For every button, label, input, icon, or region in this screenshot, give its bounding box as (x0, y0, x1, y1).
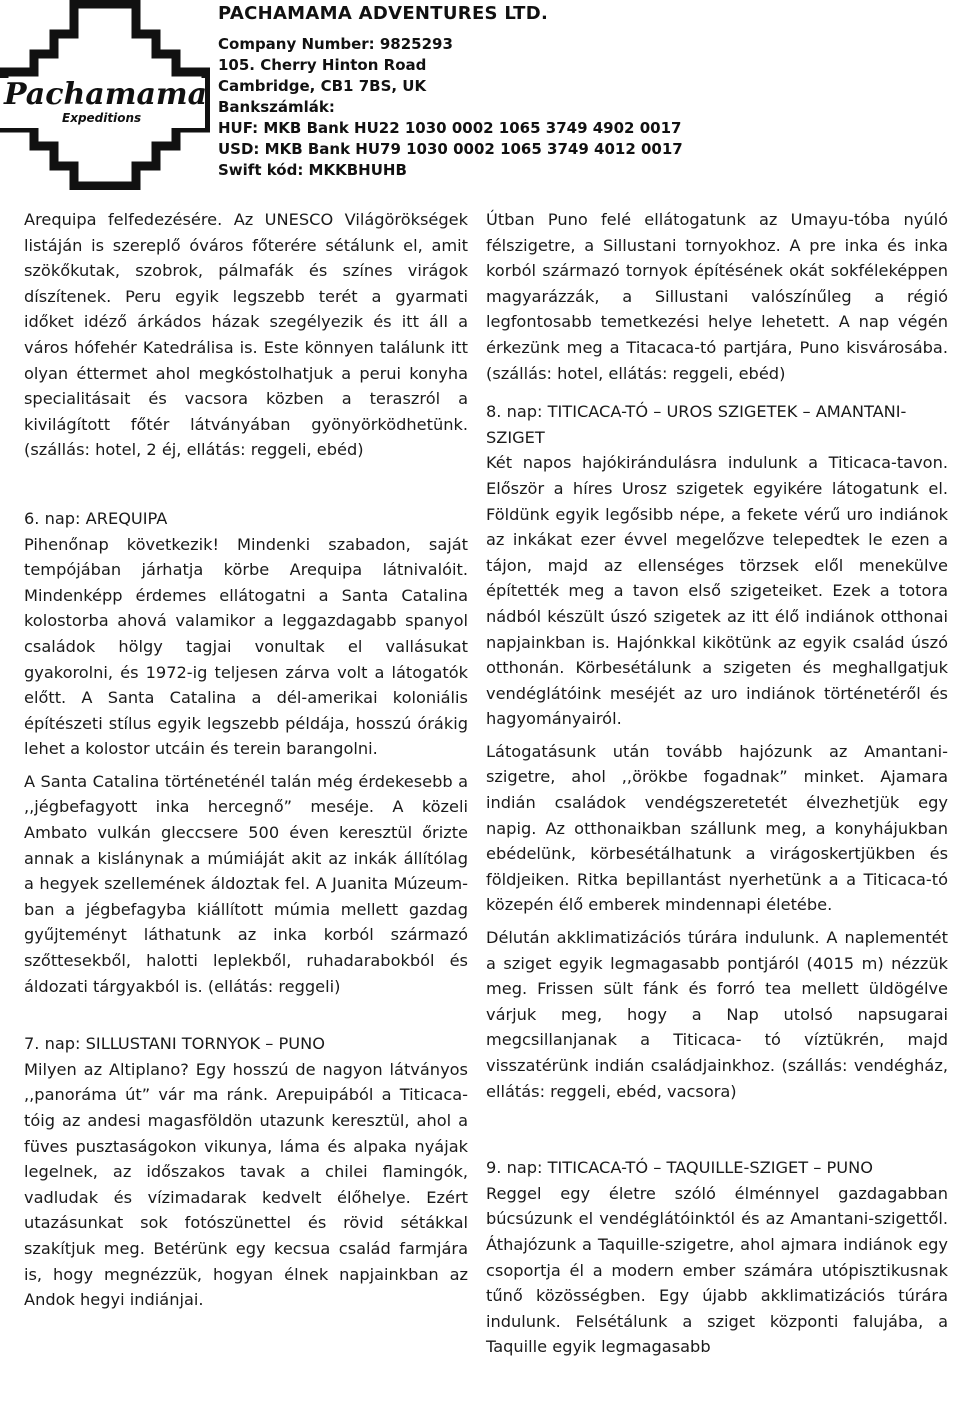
day-6-paragraph-1: Pihenőnap következik! Mindenki szabadon, saját tempójában járhatja körbe Arequipa látnivalóit. Mindenképp érdemes ellátogatni a Santa Catalina kolostorba ahová valamikor a leggazdagabb spanyol családok hölgy tagjai vonultak el vallásukat gyakorolni, és 1972-ig teljesen zárva volt a látogatók előtt. A Santa Catalina a dél-amerikai koloniális építészeti stílus egyik legszebb példája, hosszú órákig lehet a kolostor utcáin és terein barangolni. (24, 534, 468, 759)
logo-text: Pachamama (4, 77, 208, 112)
letterhead (0, 0, 960, 190)
day-8-paragraph-2: Látogatásunk után tovább hajózunk az Amantani-szigetre, ahol ,,örökbe fogadnak” minket. Ajamara indián családok vendégszeretetét élvezhetjük egy napig. Az otthonaikban szállunk meg, a konyhájukban ebédelünk, körbesétálhatunk a virágoskertjükben és földjeiken. Ritka bepillantást nyerhetünk a a Titicaca-tó közepén élő emberek mindennapi életébe. (486, 741, 948, 915)
company-name: PACHAMAMA ADVENTURES LTD. (218, 3, 549, 24)
company-number: Company Number: 9825293 (218, 35, 453, 53)
day-8-paragraph-3: Délután akklimatizációs túrára indulunk. A naplementét a sziget egyik legmagasabb pontjáról (4015 m) nézzük meg. Frissen sült fánk és forró tea mellett üldögélve várjuk meg, hogy a Nap utolsó napsugarai megcsillanjanak a Titicaca- tó víztükrén, majd visszatérünk indián családjainkhoz. (szállás: vendégház, ellátás: reggeli, ebéd, vacsora) (486, 928, 948, 1101)
address-line-2: Cambridge, CB1 7BS, UK (218, 77, 427, 95)
day-8-heading: 8. nap: TITICACA-TÓ – UROS SZIGETEK – AMANTANI-SZIGET (486, 402, 907, 447)
right-column (486, 207, 948, 1360)
swift-code: Swift kód: MKKBHUHB (218, 161, 407, 179)
logo-subtitle: Expeditions (62, 111, 142, 125)
day-6-paragraph-2: A Santa Catalina történeténél talán még érdekesebb a ,,jégbefagyott inka hercegnő” meséje. A közeli Ambato vulkán gleccsere 500 éven keresztül őrizte annak a kislánynak a múmiáját akit az inkák állítólag a hegyek szellemének áldoztak fel. A Juanita Múzeum-ban a jégbefagyba kiállított múmia mellett gazdag gyűjteményt láthatunk az inka korból származó szőttesekből, halotti leplekből, ruhadarabokból és áldozati tárgyakból is. (ellátás: reggeli) (24, 771, 468, 996)
day-8-paragraph-1: Két napos hajókirándulásra indulunk a Titicaca-tavon. Először a híres Urosz szigetek egyikére látogatunk el. Földünk egyik legősibb népe, a fekete vérű uro indiánok az inkákat ezer évvel megelőzve telepedtek le ezen a tájon, majd az ellenséges törzsek elől menekülve építették meg a tavon első szigeteiket. Ezek a totora nádból készült úszó szigetek az itt élő indiánok otthonai napjainkban is. Hajónkkal kikötünk az egyik család úszó otthonán. Körbesétálunk a szigeten és meghallgatjuk vendéglátóink meséjét az uro indiánok történetéről és hagyományairól. (486, 453, 948, 729)
huf-account: HUF: MKB Bank HU22 1030 0002 1065 3749 4902 0017 (218, 119, 682, 137)
day-7-heading: 7. nap: SILLUSTANI TORNYOK – PUNO (24, 1034, 325, 1054)
left-column (24, 207, 468, 1313)
sillustani-paragraph: Útban Puno felé ellátogatunk az Umayu-tóba nyúló félszigetre, a Sillustani tornyokhoz. A pre inka és inka korból származó tornyok építésének okát sokféleképpen magyarázzák, a Sillustani valószínűleg a régió legfontosabb temetkezési helye lehetett. A nap végén érkezünk meg a Titacaca-tó partjára, Puno kisvárosába. (szállás: hotel, ellátás: reggeli, ebéd) (486, 210, 948, 383)
address-line-1: 105. Cherry Hinton Road (218, 56, 427, 74)
pachamama-logo (0, 0, 210, 190)
day-9-heading: 9. nap: TITICACA-TÓ – TAQUILLE-SZIGET – PUNO (486, 1158, 873, 1178)
arequipa-paragraph: Arequipa felfedezésére. Az UNESCO Világörökségek listáján is szereplő óváros főterére sétálunk el, amit szökőkutak, szobrok, pálmafák és színes virágok díszítenek. Peru egyik legszebb terét a gyarmati időket idéző árkádos házak szegélyezik és itt áll a város hófehér Katedrálisa is. Este könnyen találunk itt olyan éttermet ahol megkóstolhatjuk a perui konyha specialitásait és vacsora közben a teraszról a kivilágított főtér látványában gyönyörködhetünk. (szállás: hotel, 2 éj, ellátás: reggeli, ebéd) (24, 210, 468, 460)
day-9-paragraph: Reggel egy életre szóló élménnyel gazdagabban búcsúzunk el vendéglátóinktól és az Amantani-szigettől. Áthajózunk a Taquille-szigetre, ahol ajmara indiánok egy csoportja él a modern ember számára utópisztikusnak tűnő közösségben. Egy újabb akklimatizációs túrára indulunk. Felsétálunk a sziget központi falujába, a Taquille egyik legmagasabb (486, 1183, 948, 1357)
day-7-paragraph: Milyen az Altiplano? Egy hosszú de nagyon látványos ,,panoráma út” vár ma ránk. Arepuipából a Titicaca-tóig az andesi magasföldön utazunk keresztül, ahol a füves pusztaságokon vikunya, láma és alpaka nyájak legelnek, az időszakos tavak a chilei flamingók, vadludak és vízimadarak kedvelt élőhelye. Ezért utazásunkat sok fotószünettel és rövid sétákkal szakítjuk meg. Betérünk egy kecsua család farmjára is, hogy megnézzük, hogyan élnek napjainkban az Andok hegyi indiánjai. (24, 1059, 468, 1310)
bank-accounts-label: Bankszámlák: (218, 98, 335, 116)
day-6-heading: 6. nap: AREQUIPA (24, 508, 168, 528)
usd-account: USD: MKB Bank HU79 1030 0002 1065 3749 4012 0017 (218, 140, 683, 158)
company-info (218, 4, 938, 181)
